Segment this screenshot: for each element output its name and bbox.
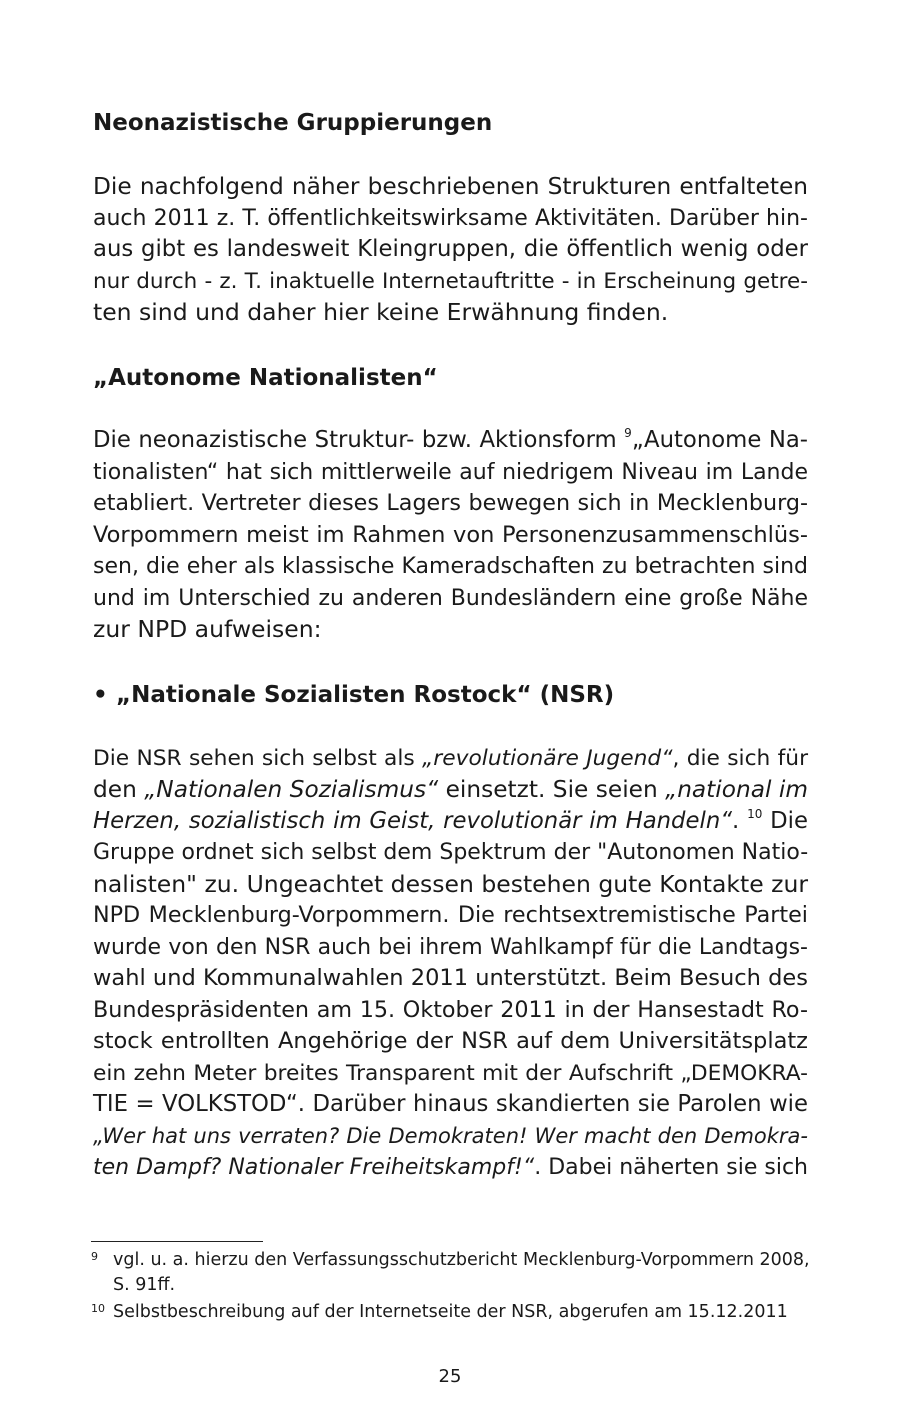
text-run: den — [93, 776, 145, 803]
paragraph-line: nur durch - z. T. inaktuelle Internetauftritte - in Erscheinung getre- — [93, 269, 808, 294]
paragraph-line: NPD Mecklenburg-Vorpommern. Die rechtsextremistische Partei — [93, 902, 808, 928]
paragraph-line: Gruppe ordnet sich selbst dem Spektrum der "Autonomen Natio- — [93, 840, 809, 865]
heading-neonazistische-gruppierungen: Neonazistische Gruppierungen — [93, 110, 493, 136]
paragraph-line: TIE = VOLKSTOD“. Darüber hinaus skandierten sie Parolen wie — [93, 1091, 808, 1117]
paragraph-line: ten sind und daher hier keine Erwähnung finden. — [93, 298, 669, 326]
text-run: . Dabei näherten sie sich — [534, 1155, 808, 1180]
bullet-icon: • — [93, 682, 108, 708]
paragraph-line: sen, die eher als klassische Kameradschaften zu betrachten sind — [93, 554, 808, 579]
paragraph-line — [93, 806, 808, 840]
footnote-number: 10 — [91, 1302, 105, 1315]
paragraph-line: Die nachfolgend näher beschriebenen Strukturen entfalteten — [93, 173, 808, 200]
heading-autonome-nationalisten: „Autonome Nationalisten“ — [93, 365, 438, 391]
text-run: . — [732, 808, 748, 834]
paragraph-line: wahl und Kommunalwahlen 2011 unterstützt. Beim Besuch des — [93, 965, 808, 991]
paragraph-line — [93, 1152, 808, 1183]
text-run: einsetzt. Sie seien — [438, 776, 666, 803]
footnote-text: Selbstbeschreibung auf der Internetseite der NSR, abgerufen am 15.12.2011 — [113, 1302, 788, 1322]
footnote-text: vgl. u. a. hierzu den Verfassungsschutzbericht Mecklenburg-Vorpommern 2008, — [113, 1250, 810, 1270]
paragraph-line: wurde von den NSR auch bei ihrem Wahlkampf für die Landtags- — [93, 935, 808, 960]
paragraph-line: etabliert. Vertreter dieses Lagers bewegen sich in Mecklenburg- — [93, 490, 808, 516]
paragraph-line: auch 2011 z. T. öffentlichkeitswirksame Aktivitäten. Darüber hin- — [93, 206, 808, 231]
text-run: , die sich für — [672, 746, 809, 771]
paragraph-line: ein zehn Meter breites Transparent mit der Aufschrift „DEMOKRA- — [93, 1061, 808, 1086]
quote-run: „national im — [665, 776, 808, 803]
paragraph-line: aus gibt es landesweit Kleingruppen, die öffentlich wenig oder — [93, 236, 808, 262]
quote-run: ten Dampf? Nationaler Freiheitskampf!“ — [93, 1155, 535, 1180]
quote-run: „Nationalen Sozialismus“ — [144, 776, 439, 803]
footnote-divider — [91, 1241, 263, 1242]
paragraph-line: zur NPD aufweisen: — [93, 615, 322, 643]
quote-run: „revolutionäre Jugend“ — [422, 746, 673, 771]
paragraph-line: stock entrollten Angehörige der NSR auf dem Universitätsplatz — [93, 1028, 808, 1054]
footnote-text: S. 91ff. — [113, 1275, 176, 1295]
heading-nsr: „Nationale Sozialisten Rostock“ (NSR) — [116, 682, 615, 708]
page-number: 25 — [438, 1366, 462, 1387]
paragraph-line — [93, 743, 808, 774]
footnote-ref-10: 10 — [747, 807, 763, 821]
paragraph-line — [93, 774, 808, 805]
text-run: Die neonazistische Struktur- bzw. Aktionsform — [93, 427, 625, 453]
paragraph-line: nalisten" zu. Ungeachtet dessen bestehen gute Kontakte zur — [93, 870, 809, 898]
paragraph-line: Vorpommern meist im Rahmen von Personenzusammenschlüs- — [93, 522, 808, 548]
paragraph-line — [93, 1121, 808, 1152]
footnote-ref-9: 9 — [624, 426, 632, 440]
paragraph-line: Bundespräsidenten am 15. Oktober 2011 in der Hansestadt Ro- — [93, 997, 808, 1023]
paragraph-line: und im Unterschied zu anderen Bundesländern eine große Nähe — [93, 586, 808, 611]
paragraph-line: tionalisten“ hat sich mittlerweile auf niedrigem Niveau im Lande — [93, 460, 808, 485]
footnote-number: 9 — [91, 1250, 98, 1263]
text-run: Die NSR sehen sich selbst als — [93, 746, 423, 771]
text-run: „Autonome Na- — [631, 427, 808, 453]
text-run: Die — [762, 808, 808, 834]
quote-run: Herzen, sozialistisch im Geist, revolutionär im Handeln“ — [93, 808, 733, 834]
paragraph-line — [93, 425, 808, 459]
quote-run: „Wer hat uns verraten? Die Demokraten! Wer macht den Demokra- — [93, 1124, 808, 1148]
